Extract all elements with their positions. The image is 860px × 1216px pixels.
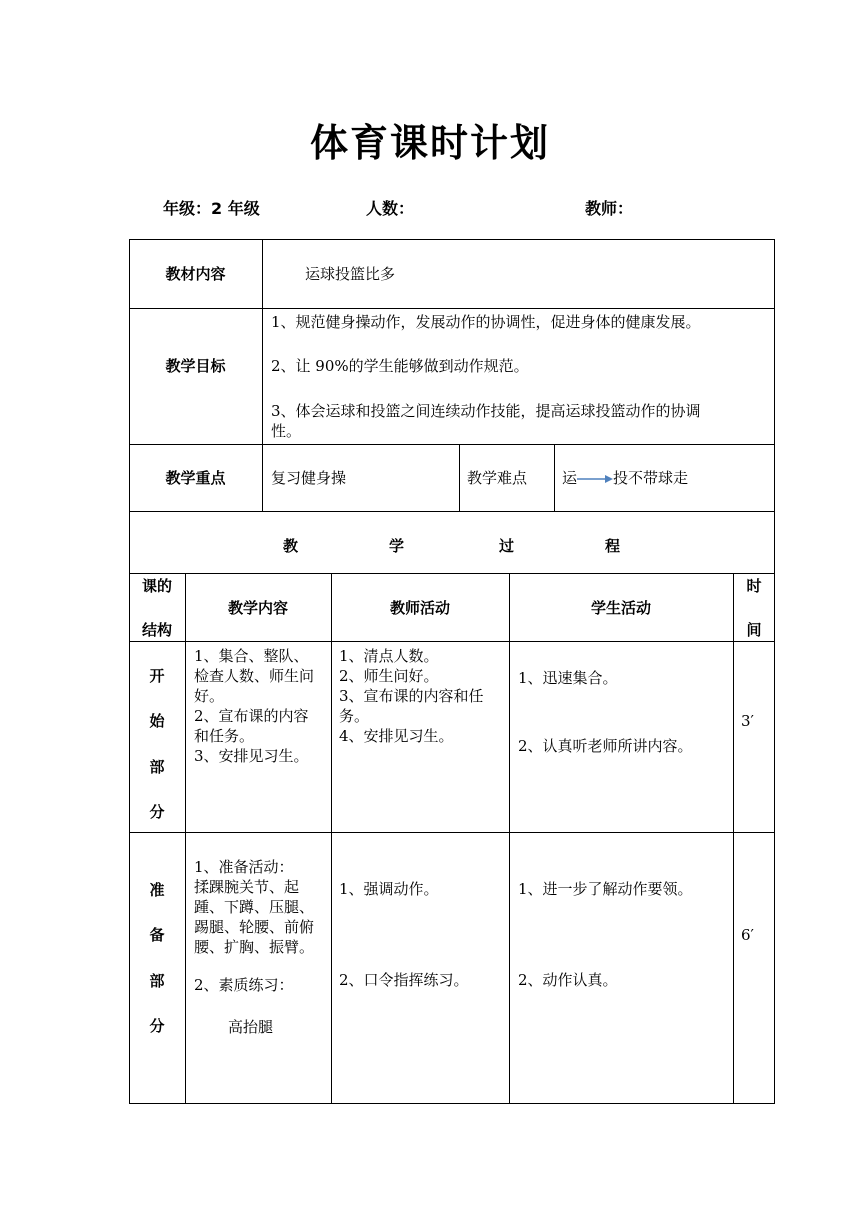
grade-label: 年级：2 年级 [163,199,260,218]
goal-item-3: 3、体会运球和投篮之间连续动作技能，提高运球投篮动作的协调 [271,402,701,420]
col-content: 教学内容 [227,599,288,617]
section2-student-1: 1、进一步了解动作要领。 [518,880,693,898]
section2-structure-2: 备 [149,926,165,944]
goals-label: 教学目标 [165,357,226,375]
section1-student-2: 2、认真听老师所讲内容。 [518,737,693,755]
section2-content: 1、准备活动： 揉踝腕关节、起 踵、下蹲、压腿、 踢腿、轮腰、前俯 腰、扩胸、振臂。 2、素质练习： 高抬腿 [194,858,315,1036]
difficulty-start: 运 [562,469,578,487]
process-char-2: 学 [389,537,405,555]
arrow-right-icon [577,473,613,485]
section2-teacher-2: 2、口令指挥练习。 [339,971,469,989]
section2-structure-3: 部 [149,972,165,990]
goal-item-2: 2、让 90%的学生能够做到动作规范。 [271,357,529,375]
focus-label: 教学重点 [165,469,226,487]
col-teacher: 教师活动 [389,599,450,617]
section2-structure-1: 准 [149,881,165,899]
section1-time: 3′ [741,712,754,730]
material-value: 运球投篮比多 [305,265,396,283]
process-char-1: 教 [283,537,299,555]
difficulty-label: 教学难点 [467,469,528,487]
section1-structure-3: 部 [149,758,165,776]
process-char-3: 过 [499,537,515,555]
teacher-label: 教师： [585,199,634,218]
goal-item-1: 1、规范健身操动作，发展动作的协调性，促进身体的健康发展。 [271,313,701,331]
section2-structure-4: 分 [149,1017,165,1035]
section2-time: 6′ [741,926,754,944]
col-student: 学生活动 [590,599,651,617]
material-label: 教材内容 [165,265,226,283]
difficulty-value [562,468,688,488]
section1-structure-4: 分 [149,803,165,821]
focus-value: 复习健身操 [271,469,347,487]
section1-structure-1: 开 [149,667,165,685]
section1-content: 1、集合、整队、 检查人数、师生问 好。 2、宣布课的内容 和任务。 3、安排见习生。 [194,647,315,765]
goal-item-3-cont: 性。 [271,422,302,440]
section1-structure-2: 始 [149,712,165,730]
section2-student-2: 2、动作认真。 [518,971,618,989]
process-char-4: 程 [605,537,621,555]
page-title: 体育课时计划 [309,121,550,165]
count-label: 人数： [366,199,415,218]
section1-student-1: 1、迅速集合。 [518,669,618,687]
col-time-2: 间 [746,621,762,639]
col-time-1: 时 [746,577,762,595]
section1-teacher: 1、清点人数。 2、师生问好。 3、宣布课的内容和任 务。 4、安排见习生。 [339,647,484,745]
section2-teacher-1: 1、强调动作。 [339,880,439,898]
col-structure-2: 结构 [141,621,172,639]
difficulty-end: 投不带球走 [613,469,689,487]
col-structure-1: 课的 [141,577,172,595]
